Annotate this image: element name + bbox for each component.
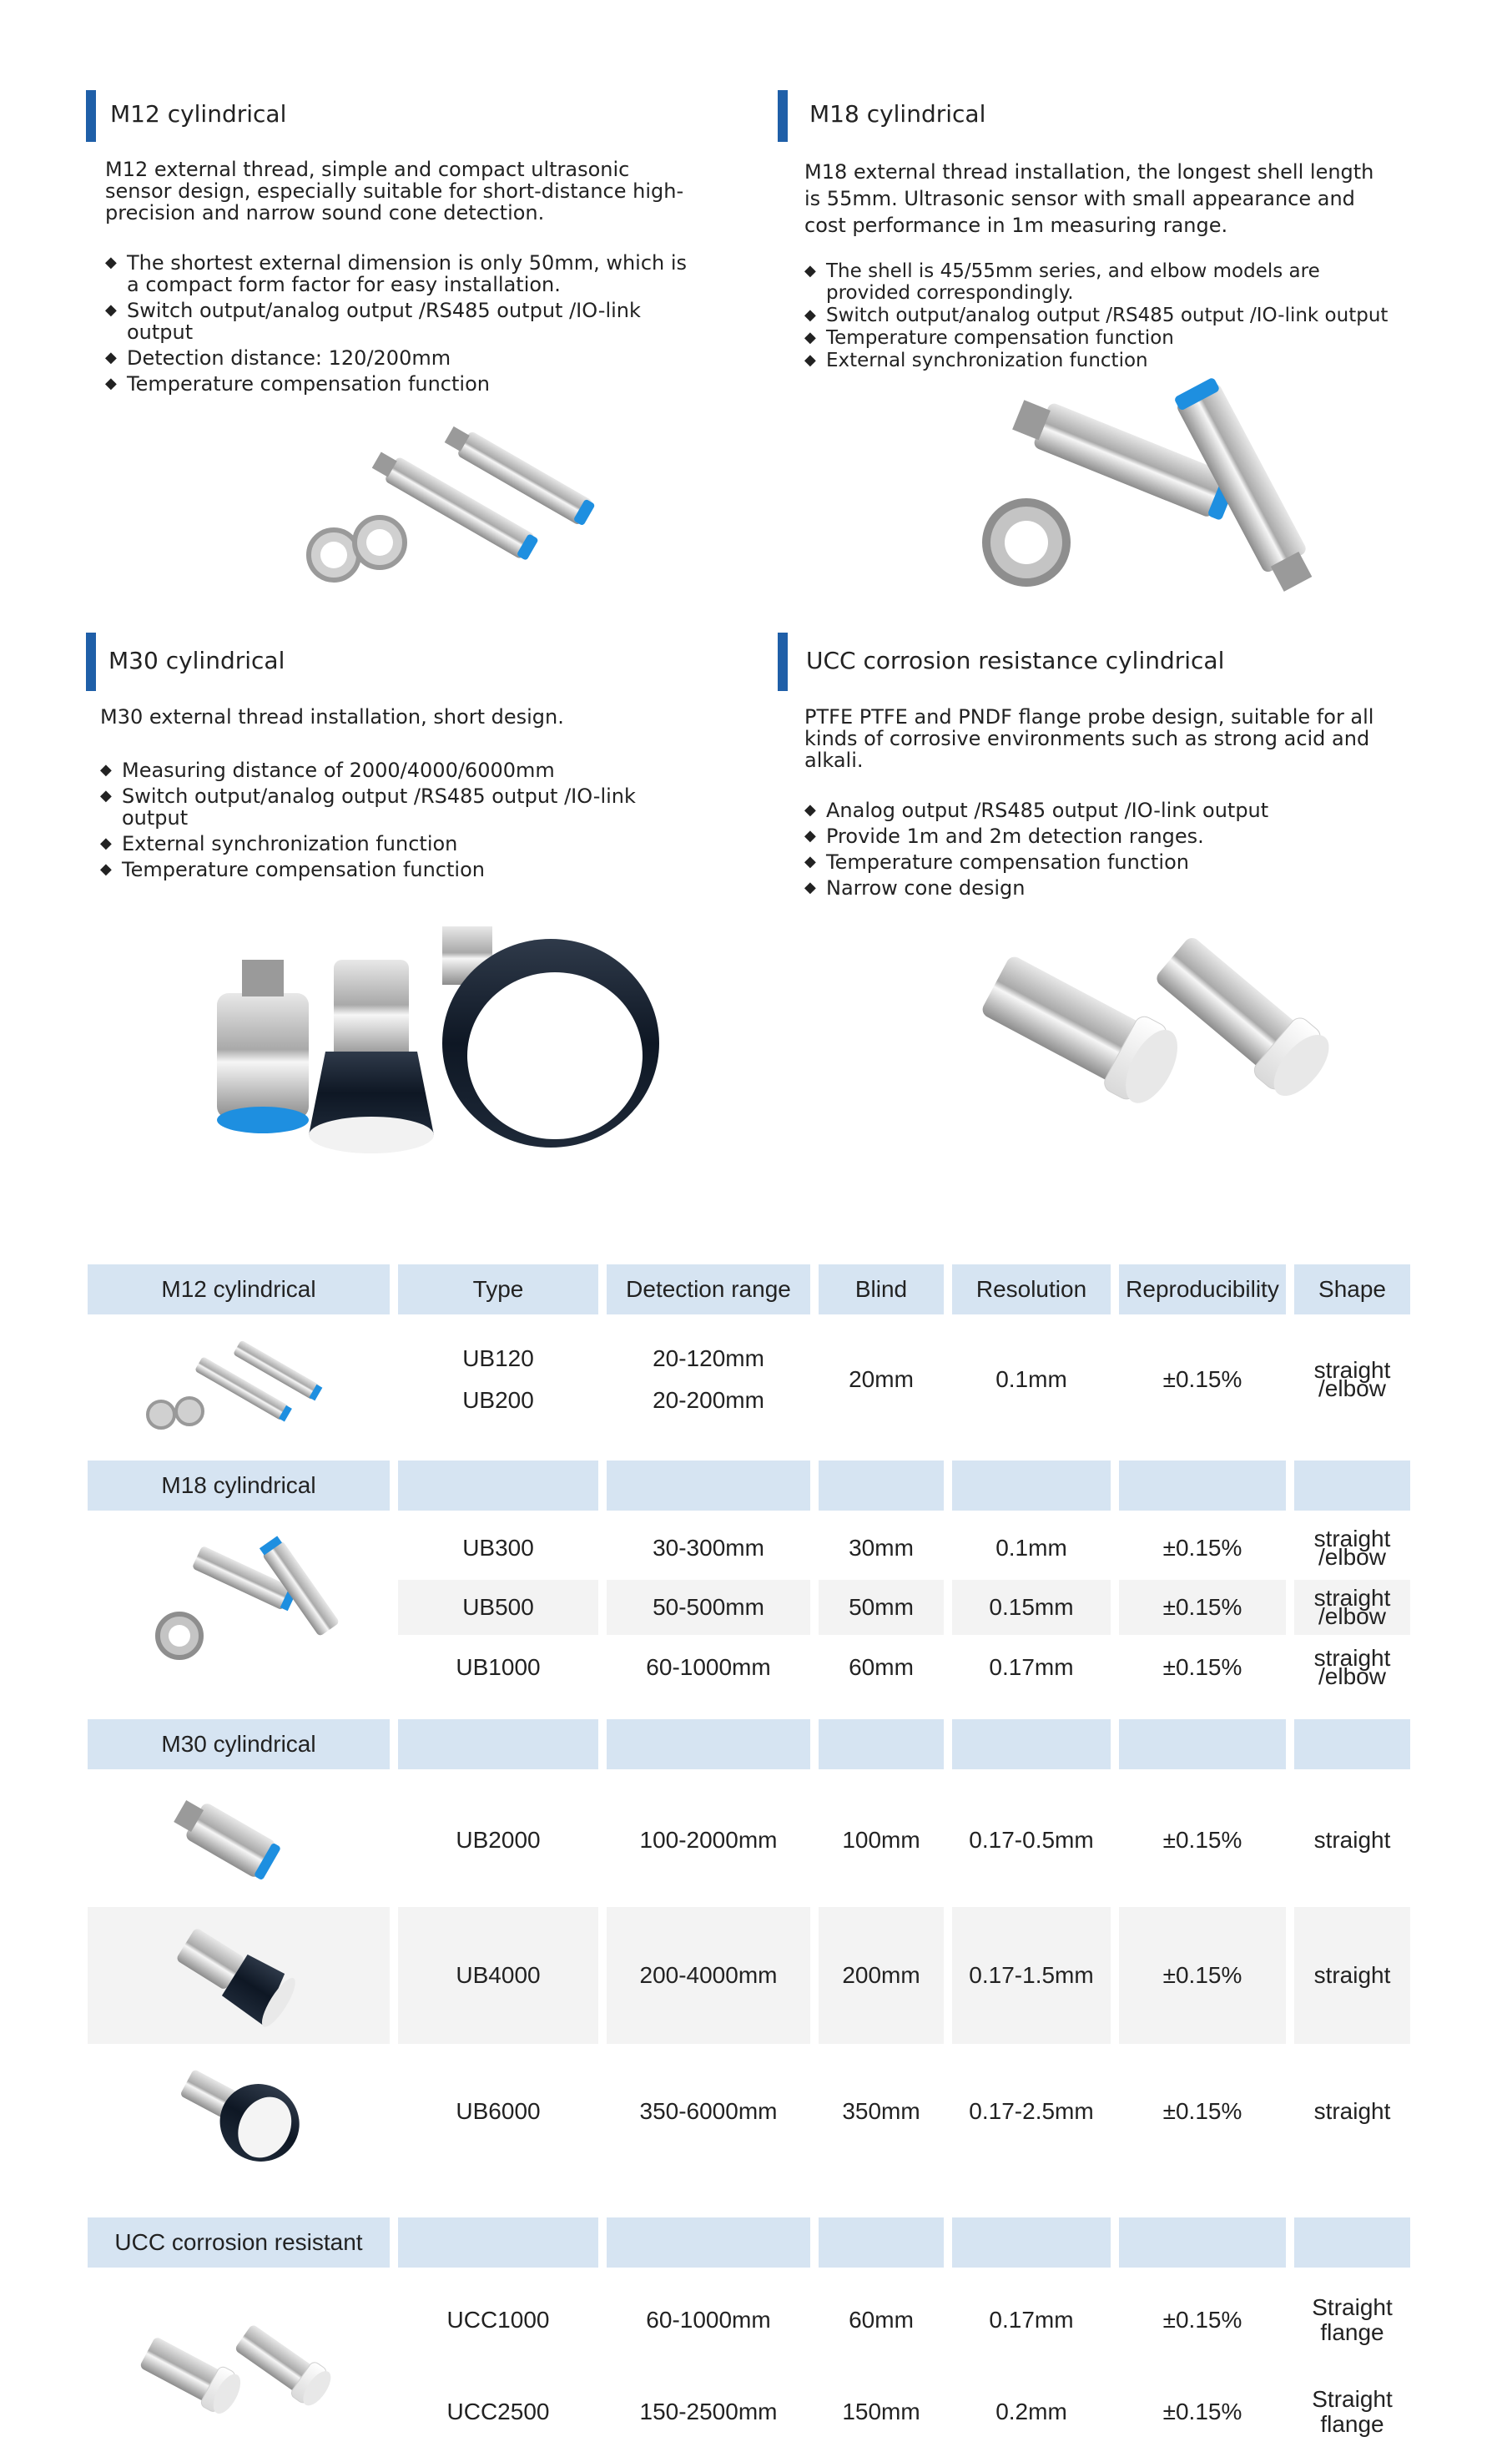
header-blank: [607, 1461, 810, 1511]
header-blank: [952, 1719, 1111, 1769]
product-description: M12 external thread, simple and compact ultrasonic sensor design, especially suitable for short-distance high-precision and narrow sound cone detection.: [105, 158, 684, 225]
diamond-bullet-icon: ◆: [105, 301, 117, 319]
feature-item: ◆ Switch output/analog output /RS485 output /IO-link output: [804, 305, 1389, 326]
diamond-bullet-icon: ◆: [804, 329, 816, 346]
diamond-bullet-icon: ◆: [100, 835, 112, 852]
feature-item: ◆ Temperature compensation function: [804, 327, 1174, 349]
product-title: M12 cylindrical: [110, 100, 287, 128]
header-blank: [1294, 2217, 1410, 2268]
header-blank: [1119, 2217, 1286, 2268]
feature-list: [804, 260, 1405, 372]
header-blank: [952, 1461, 1111, 1511]
diamond-bullet-icon: ◆: [105, 375, 117, 392]
feature-item: ◆ Detection distance: 120/200mm: [105, 346, 451, 370]
table-cell: UB2000: [456, 1827, 541, 1853]
header-blank: [398, 1719, 598, 1769]
feature-item: ◆ Provide 1m and 2m detection ranges.: [804, 825, 1204, 848]
diamond-bullet-icon: ◆: [804, 827, 816, 845]
table-cell: ±0.15%: [1162, 1827, 1242, 1853]
feature-item: ◆ Temperature compensation function: [105, 372, 490, 396]
table-cell: 60-1000mm: [646, 1654, 771, 1680]
table-cell: 200-4000mm: [607, 1907, 810, 2044]
table-cell: 0.17-1.5mm: [952, 1907, 1111, 2044]
table-cell: UB4000: [398, 1907, 598, 2044]
product-title: M18 cylindrical: [809, 100, 986, 128]
table-cell: 350mm: [842, 2098, 920, 2124]
header-blank: [398, 1461, 598, 1511]
product-description: PTFE PTFE and PNDF flange probe design, suitable for all kinds of corrosive environments such as strong acid and alkali.: [804, 705, 1374, 772]
table-cell: UB300: [462, 1535, 534, 1561]
table-product-image: [167, 1928, 309, 2028]
product-title: M30 cylindrical: [108, 647, 285, 674]
product-image-m18: [960, 384, 1377, 601]
feature-item: ◆ Analog output /RS485 output /IO-link output: [804, 799, 1269, 822]
table-cell: ±0.15%: [1119, 1580, 1286, 1635]
diamond-bullet-icon: ◆: [804, 879, 816, 896]
header-blank: [1294, 1461, 1410, 1511]
diamond-bullet-icon: ◆: [100, 761, 112, 779]
table-cell: 0.17-0.5mm: [969, 1827, 1094, 1853]
column-header: Type: [398, 1264, 598, 1314]
table-cell: 30-300mm: [653, 1535, 764, 1561]
table-cell: ±0.15%: [1162, 2399, 1242, 2424]
table-cell: ±0.15%: [1162, 1654, 1242, 1680]
table-cell: UB200: [462, 1387, 534, 1413]
column-header: Resolution: [952, 1264, 1111, 1314]
table-cell: ±0.15%: [1162, 2307, 1242, 2333]
diamond-bullet-icon: ◆: [804, 853, 816, 870]
table-cell: 20-120mm: [653, 1345, 764, 1371]
table-product-image: [171, 1799, 305, 1890]
table-cell: 60mm: [849, 2307, 914, 2333]
table-cell: UB6000: [456, 2098, 541, 2124]
diamond-bullet-icon: ◆: [105, 254, 117, 271]
diamond-bullet-icon: ◆: [804, 306, 816, 324]
feature-item: ◆ The shortest external dimension is only 50mm, which is a compact form factor for easy installation.: [105, 251, 688, 296]
product-title: UCC corrosion resistance cylindrical: [806, 647, 1225, 674]
table-cell: 350-6000mm: [639, 2098, 778, 2124]
table-cell: ±0.15%: [1162, 2098, 1242, 2124]
diamond-bullet-icon: ◆: [804, 262, 816, 280]
table-cell: straight /elbow: [1294, 1580, 1410, 1635]
table-cell: 200mm: [819, 1907, 944, 2044]
table-cell: 0.17-2.5mm: [969, 2098, 1094, 2124]
table-cell: 0.17mm: [989, 2307, 1074, 2333]
accent-bar: [778, 633, 788, 691]
header-blank: [607, 2217, 810, 2268]
diamond-bullet-icon: ◆: [100, 787, 112, 805]
table-cell: UCC2500: [446, 2399, 550, 2424]
table-cell: 50mm: [819, 1580, 944, 1635]
accent-bar: [778, 90, 788, 142]
feature-item: ◆ Switch output/analog output /RS485 output /IO-link output: [105, 299, 641, 344]
column-header: Detection range: [607, 1264, 810, 1314]
feature-list: [804, 800, 1405, 903]
product-image-m30: [200, 910, 668, 1160]
diamond-bullet-icon: ◆: [105, 349, 117, 366]
feature-item: ◆ External synchronization function: [804, 350, 1148, 371]
accent-bar: [86, 90, 96, 142]
header-blank: [819, 2217, 944, 2268]
table-cell: 0.1mm: [995, 1535, 1067, 1561]
table-cell: 60-1000mm: [646, 2307, 771, 2333]
table-cell: 0.1mm: [995, 1366, 1067, 1392]
table-cell: straight: [1313, 2098, 1391, 2124]
table-cell: 30mm: [849, 1535, 914, 1561]
product-description: M30 external thread installation, short design.: [100, 705, 564, 729]
table-cell: 60mm: [849, 1654, 914, 1680]
header-blank: [1294, 1719, 1410, 1769]
table-cell: UB500: [398, 1580, 598, 1635]
table-cell: straight /elbow: [1313, 1526, 1391, 1570]
table-cell: 0.2mm: [995, 2399, 1067, 2424]
table-cell: straight: [1294, 1907, 1410, 2044]
header-blank: [819, 1461, 944, 1511]
table-cell: straight: [1313, 1827, 1391, 1853]
group-label: M12 cylindrical: [88, 1264, 390, 1314]
feature-list: [100, 759, 701, 885]
product-image-m12: [292, 401, 643, 609]
table-cell: straight /elbow: [1313, 1357, 1391, 1401]
product-image-ucc: [951, 901, 1385, 1152]
accent-bar: [86, 633, 96, 691]
diamond-bullet-icon: ◆: [804, 801, 816, 819]
product-description: M18 external thread installation, the longest shell length is 55mm. Ultrasonic sensor with small appearance and cost performance in 1m measuring range.: [804, 160, 1374, 237]
table-cell: 50-500mm: [607, 1580, 810, 1635]
table-product-image: [171, 2061, 313, 2162]
table-cell: Straight flange: [1312, 2386, 1393, 2437]
feature-list: [105, 252, 689, 399]
header-blank: [952, 2217, 1111, 2268]
table-cell: straight /elbow: [1313, 1645, 1391, 1689]
table-cell: 150mm: [842, 2399, 920, 2424]
table-cell: 150-2500mm: [639, 2399, 778, 2424]
diamond-bullet-icon: ◆: [100, 860, 112, 878]
feature-item: ◆ The shell is 45/55mm series, and elbow models are provided correspondingly.: [804, 260, 1320, 304]
table-cell: Straight flange: [1312, 2294, 1393, 2345]
column-header: Blind: [819, 1264, 944, 1314]
table-cell: 20-200mm: [653, 1387, 764, 1413]
table-product-image: [125, 2308, 375, 2441]
table-cell: ±0.15%: [1162, 1366, 1242, 1392]
feature-item: ◆ Temperature compensation function: [100, 858, 485, 881]
feature-item: ◆ Measuring distance of 2000/4000/6000mm: [100, 759, 555, 782]
column-header: Shape: [1294, 1264, 1410, 1314]
header-blank: [398, 2217, 598, 2268]
table-product-image: [138, 1331, 346, 1440]
table-product-image: [138, 1527, 346, 1669]
table-cell: 0.15mm: [952, 1580, 1111, 1635]
table-cell: ±0.15%: [1162, 1535, 1242, 1561]
table-cell: UB120: [462, 1345, 534, 1371]
table-cell: 100-2000mm: [639, 1827, 778, 1853]
table-cell: 0.17mm: [989, 1654, 1074, 1680]
feature-item: ◆ External synchronization function: [100, 832, 458, 855]
header-blank: [1119, 1719, 1286, 1769]
table-cell: UCC1000: [446, 2307, 550, 2333]
feature-item: ◆ Switch output/analog output /RS485 output /IO-link output: [100, 785, 636, 830]
header-blank: [1119, 1461, 1286, 1511]
header-blank: [607, 1719, 810, 1769]
table-cell: ±0.15%: [1119, 1907, 1286, 2044]
table-cell: 20mm: [849, 1366, 914, 1392]
header-blank: [819, 1719, 944, 1769]
feature-item: ◆ Narrow cone design: [804, 876, 1026, 900]
table-cell: UB1000: [456, 1654, 541, 1680]
table-cell: 100mm: [842, 1827, 920, 1853]
group-label: UCC corrosion resistant: [88, 2217, 390, 2268]
group-label: M18 cylindrical: [88, 1461, 390, 1511]
column-header: Reproducibility: [1119, 1264, 1286, 1314]
group-label: M30 cylindrical: [88, 1719, 390, 1769]
feature-item: ◆ Temperature compensation function: [804, 850, 1189, 874]
diamond-bullet-icon: ◆: [804, 351, 816, 369]
